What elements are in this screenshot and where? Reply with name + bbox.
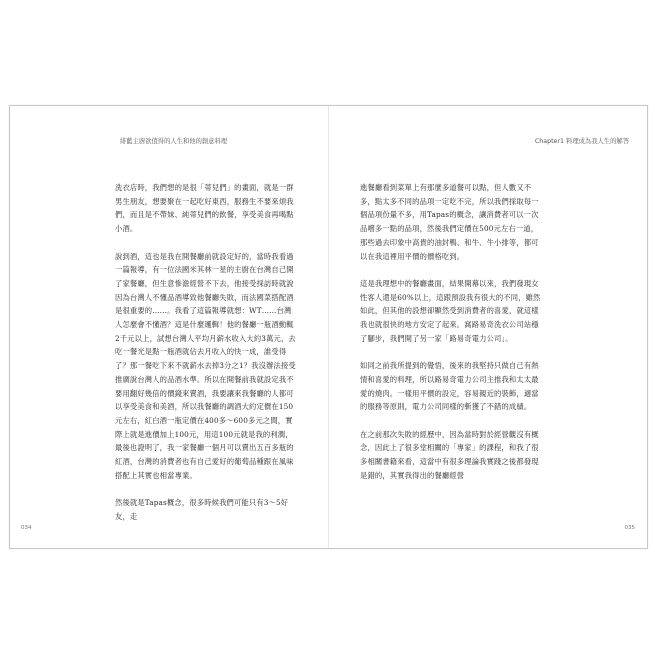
paragraph: 這是我理想中的餐廳畫面，結果開幕以來，我們發現女性客人還是60%以上，這跟預設我有很大的不同，雖然如此，但其他的設想卻顯然受到消費者的喜愛，就這樣我也就很快的地方安定了起來。窩路易奇洗衣公司站穩了腳步，我們開了另一家「路易奇電力公司」。: [360, 278, 541, 343]
paragraph: 進餐廳看到菜單上有那麼多道餐可以點，但人數又不多，點太多不同的品項一定吃不完，所以我們採取每一個品項份量不多，用Tapas的概念，讓消費者可以一次品嚐多一點的品項，然後我們定價在500元左右一道，那些過去印象中高貴的油封鴨、和牛、牛小排等，都可以在我這裡用平價的價格吃到。: [360, 183, 539, 261]
paragraph: 洗衣店時，我們想的是很「蒂兒們」的畫面，就是一群男生朋友，想要聚在一起吃好東西，服務生不要來煩我們，而且是不帶妹、純蒂兒們的飲餐，享受美食再喝點小酒。: [115, 183, 294, 234]
paragraph: 然後就是Tapas概念，很多時候我們可能只有3～5好友，走: [115, 498, 289, 521]
left-page-text: [115, 181, 297, 524]
paragraph: 在之前那次失敗的經歷中，因為當時對於經營觀沒有概念，因此上了很多堂相關的「專家」的課程，和我了很多相關書籍來看，這當中有很多理論我實踐之後都發現是錯的，其實我得出的餐廳經營: [360, 429, 539, 480]
left-page-number: 034: [21, 525, 32, 531]
left-page-header: 緋藍主廚欲值得的人生和他的創意料理: [120, 138, 228, 145]
right-page-number: 035: [624, 525, 635, 531]
right-page-text: [360, 181, 542, 482]
page-gutter: [328, 106, 329, 548]
paragraph: 如同之前我所提到的覺悟，後來的我堅持只做自己有熱情和喜愛的料理，所以路易奇電力公司主推我和太太最愛的燒肉。一樣用平價的設定，容易親近的裝飾，適當的服務等原則，電力公司同樣的斬獲了不錯的成績。: [360, 361, 539, 412]
book-spread: [9, 105, 648, 549]
right-page-header: Chapter1 料理成為我人生的解答: [534, 138, 629, 145]
paragraph: 說到酒，這也是我在開餐廳前就設定好的，當時我看過一篇報導，有一位法國米其林一星的主廚在台灣自己開了家餐廳，但生意慘澹經營不下去，他接受採訪時就說因為台灣人不懂品酒導致他餐廳失敗，而法國菜搭配酒是很重要的……。我看了這篇報導就想：WT……台灣人怎麼會不懂酒？這是什麼邏輯！他的餐廳一瓶酒動輒2千元以上，試想台灣人平均月薪水收入大約3萬元，去吃一餐光是點一瓶酒就佔去月收入的快一成，誰受得了？那一餐吃下來不就薪水去掉3分之1？我沒辦法接受推廣說台灣人的品酒水準。所以在開餐前我就設定我不要用翻好幾倍的價錢來賣酒，我要讓來我餐廳的人都可以享受美食和美酒，所以我餐廳的調酒大約定價在150元左右，紅白酒一瓶定價在400多～600多元之間，實際上就是進價加上100元，用這100元就是我的利潤，最後也證明了，我一家餐廳一個月可以賣出五百多瓶的紅酒，台灣的消費者也有自己愛好的葡萄品種跟在風味搭配上其實也相當專業。: [115, 251, 296, 480]
